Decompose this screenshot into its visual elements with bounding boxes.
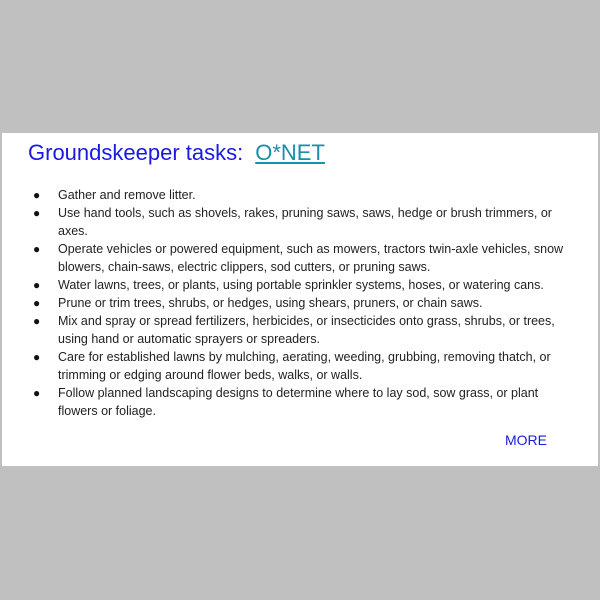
bullet-icon: ● <box>33 188 41 202</box>
list-item <box>2 276 598 294</box>
task-text: Mix and spray or spread fertilizers, herbicides, or insecticides onto grass, shrubs, or trees, using hand or automatic sprayers or spreaders. <box>58 314 555 346</box>
task-text: Use hand tools, such as shovels, rakes, pruning saws, saws, hedge or brush trimmers, or axes. <box>58 206 552 238</box>
bullet-icon: ● <box>33 386 41 400</box>
onet-link[interactable]: O*NET <box>255 140 325 165</box>
task-text: Water lawns, trees, or plants, using portable sprinkler systems, hoses, or watering cans. <box>58 278 544 292</box>
task-card <box>2 133 598 466</box>
bullet-icon: ● <box>33 296 41 310</box>
task-text: Gather and remove litter. <box>58 188 196 202</box>
more-link[interactable]: MORE <box>505 432 547 448</box>
list-item <box>2 384 598 420</box>
bullet-icon: ● <box>33 350 41 364</box>
list-item <box>2 204 598 240</box>
task-text: Prune or trim trees, shrubs, or hedges, using shears, pruners, or chain saws. <box>58 296 483 310</box>
list-item <box>2 294 598 312</box>
card-header <box>28 139 325 167</box>
bullet-icon: ● <box>33 206 41 220</box>
task-list <box>2 186 598 420</box>
list-item <box>2 348 598 384</box>
task-text: Operate vehicles or powered equipment, such as mowers, tractors twin-axle vehicles, snow blowers, chain-saws, electric clippers, sod cutters, or pruning saws. <box>58 242 564 274</box>
bullet-icon: ● <box>33 242 41 256</box>
bullet-icon: ● <box>33 278 41 292</box>
page-title: Groundskeeper tasks: <box>28 140 244 165</box>
task-text: Follow planned landscaping designs to determine where to lay sod, sow grass, or plant flowers or foliage. <box>58 386 539 418</box>
list-item <box>2 186 598 204</box>
bullet-icon: ● <box>33 314 41 328</box>
list-item <box>2 312 598 348</box>
task-text: Care for established lawns by mulching, aerating, weeding, grubbing, removing thatch, or trimming or edging around flower beds, walks, or walls. <box>58 350 551 382</box>
list-item <box>2 240 598 276</box>
